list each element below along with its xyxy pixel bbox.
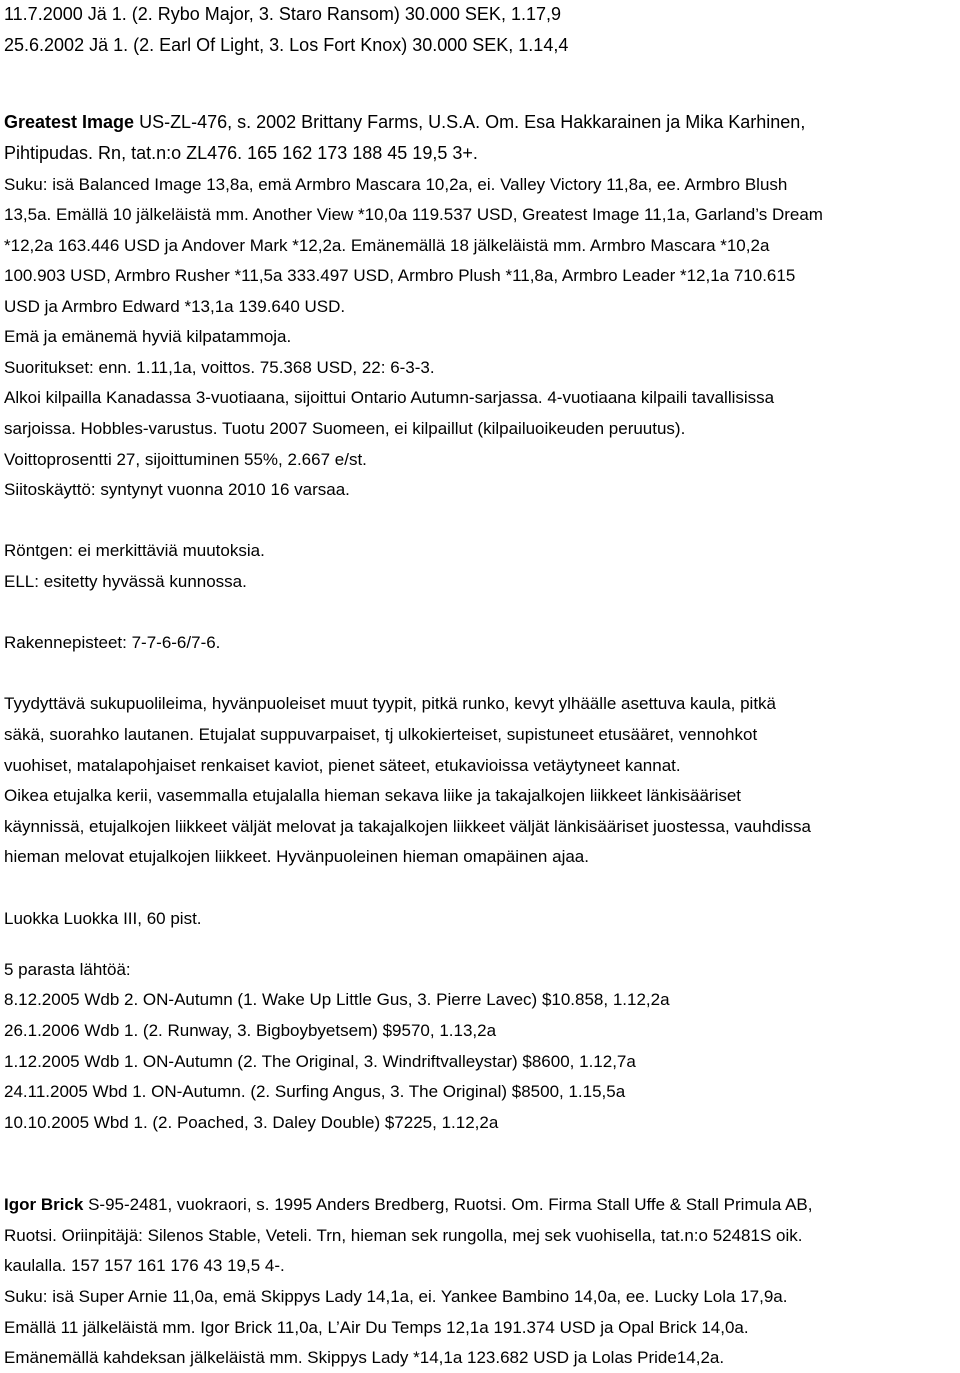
- result-line: 11.7.2000 Jä 1. (2. Rybo Major, 3. Staro Ransom) 30.000 SEK, 1.17,9: [4, 4, 561, 24]
- class-line: Luokka Luokka III, 60 pist.: [4, 909, 202, 928]
- pedigree-line: Emällä 11 jälkeläistä mm. Igor Brick 11,0a, L’Air Du Temps 12,1a 191.374 USD ja Opal Brick 14,0a.: [4, 1318, 749, 1337]
- performance-line: Suoritukset: enn. 1.11,1a, voittos. 75.368 USD, 22: 6-3-3.: [4, 358, 435, 377]
- horse-header-line: [4, 1195, 812, 1215]
- horse-info-line: kaulalla. 157 157 161 176 43 19,5 4-.: [4, 1256, 285, 1275]
- pedigree-line: USD ja Armbro Edward *13,1a 139.640 USD.: [4, 297, 346, 316]
- start-line: 10.10.2005 Wbd 1. (2. Poached, 3. Daley Double) $7225, 1.12,2a: [4, 1113, 499, 1132]
- description-line: Oikea etujalka kerii, vasemmalla etujalalla hieman sekava liike ja takajalkojen liikkeet länkisääriset: [4, 786, 742, 805]
- pedigree-line: Suku: isä Super Arnie 11,0a, emä Skippys Lady 14,1a, ei. Yankee Bambino 14,0a, ee. Lucky Lola 17,9a.: [4, 1287, 788, 1306]
- dam-note: Emä ja emänemä hyviä kilpatammoja.: [4, 327, 292, 346]
- horse-name: Greatest Image: [4, 112, 135, 132]
- career-line: sarjoissa. Hobbles-varustus. Tuotu 2007 Suomeen, ei kilpaillut (kilpailuoikeuden peruutus).: [4, 419, 686, 438]
- horse-header-text: US-ZL-476, s. 2002 Brittany Farms, U.S.A. Om. Esa Hakkarainen ja Mika Karhinen,: [134, 112, 806, 132]
- ell-line: ELL: esitetty hyvässä kunnossa.: [4, 572, 247, 591]
- result-line: 25.6.2002 Jä 1. (2. Earl Of Light, 3. Los Fort Knox) 30.000 SEK, 1.14,4: [4, 35, 569, 55]
- horse-info-line: Ruotsi. Oriinpitäjä: Silenos Stable, Veteli. Trn, hieman sek rungolla, mej sek vuohisella, tat.n:o 52481S oik.: [4, 1226, 803, 1245]
- horse-header-text: S-95-2481, vuokraori, s. 1995 Anders Bredberg, Ruotsi. Om. Firma Stall Uffe & Stall Primula AB,: [83, 1195, 813, 1214]
- start-line: 24.11.2005 Wbd 1. ON-Autumn. (2. Surfing Angus, 3. The Original) $8500, 1.15,5a: [4, 1082, 626, 1101]
- breeding-use-line: Siitoskäyttö: syntynyt vuonna 2010 16 varsaa.: [4, 480, 350, 499]
- pedigree-line: Suku: isä Balanced Image 13,8a, emä Armbro Mascara 10,2a, ei. Valley Victory 11,8a, ee. Armbro Blush: [4, 175, 788, 194]
- career-line: Alkoi kilpailla Kanadassa 3-vuotiaana, sijoittui Ontario Autumn-sarjassa. 4-vuotiaana kilpaili tavallisissa: [4, 388, 775, 407]
- description-line: käynnissä, etujalkojen liikkeet väljät melovat ja takajalkojen liikkeet väljät länkisääriset juostessa, vauhdissa: [4, 817, 811, 836]
- description-line: Tyydyttävä sukupuolileima, hyvänpuoleiset muut tyypit, pitkä runko, kevyt ylhäälle asettuva kaula, pitkä: [4, 694, 777, 713]
- description-line: vuohiset, matalapohjaiset renkaiset kaviot, pienet säteet, etukavioissa vetäytyneet kannat.: [4, 756, 681, 775]
- pedigree-line: Emänemällä kahdeksan jälkeläistä mm. Skippys Lady *14,1a 123.682 USD ja Lolas Pride14,2a.: [4, 1348, 725, 1367]
- horse-name: Igor Brick: [4, 1195, 84, 1214]
- start-line: 8.12.2005 Wdb 2. ON-Autumn (1. Wake Up Little Gus, 3. Pierre Lavec) $10.858, 1.12,2a: [4, 990, 670, 1009]
- pedigree-line: 13,5a. Emällä 10 jälkeläistä mm. Another View *10,0a 119.537 USD, Greatest Image 11,1a, Garland’s Dream: [4, 205, 823, 224]
- start-line: 26.1.2006 Wdb 1. (2. Runway, 3. Bigboybyetsem) $9570, 1.13,2a: [4, 1021, 497, 1040]
- pedigree-line: *12,2a 163.446 USD ja Andover Mark *12,2a. Emänemällä 18 jälkeläistä mm. Armbro Mascara *10,2a: [4, 236, 770, 255]
- structure-points: Rakennepisteet: 7-7-6-6/7-6.: [4, 633, 221, 652]
- win-percent-line: Voittoprosentti 27, sijoittuminen 55%, 2.667 e/st.: [4, 450, 367, 469]
- description-line: säkä, suorahko lautanen. Etujalat suppuvarpaiset, tj ulkokierteiset, supistuneet etusääret, vennohkot: [4, 725, 758, 744]
- description-line: hieman melovat etujalkojen liikkeet. Hyvänpuoleinen hieman omapäinen ajaa.: [4, 847, 589, 866]
- xray-line: Röntgen: ei merkittäviä muutoksia.: [4, 541, 265, 560]
- horse-header-line: Pihtipudas. Rn, tat.n:o ZL476. 165 162 173 188 45 19,5 3+.: [4, 143, 478, 163]
- pedigree-line: 100.903 USD, Armbro Rusher *11,5a 333.497 USD, Armbro Plush *11,8a, Armbro Leader *12,1a 710.615: [4, 266, 796, 285]
- start-line: 1.12.2005 Wdb 1. ON-Autumn (2. The Original, 3. Windriftvalleystar) $8600, 1.12,7a: [4, 1052, 636, 1071]
- best-starts-title: 5 parasta lähtöä:: [4, 960, 131, 979]
- horse-header-line: [4, 112, 805, 132]
